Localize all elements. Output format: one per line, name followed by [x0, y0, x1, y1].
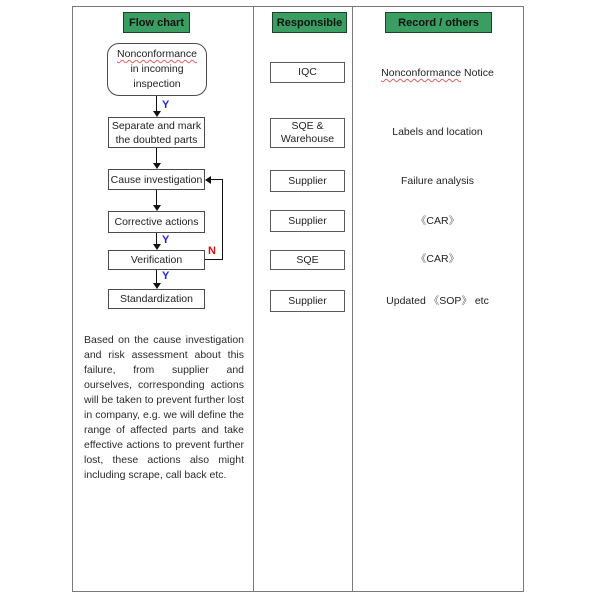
- responsible-box-sqe: SQE: [270, 250, 345, 270]
- flow-step-line: Cause investigation: [110, 173, 203, 186]
- arrow-line: [156, 270, 157, 284]
- flow-step-standardization: [108, 289, 205, 309]
- record-rest: Notice: [461, 67, 494, 79]
- record-car-1: 《CAR》: [415, 215, 460, 227]
- yes-label: Y: [162, 270, 170, 282]
- record-car-2: 《CAR》: [415, 253, 460, 265]
- flow-step-line: Separate and mark: [111, 119, 202, 132]
- flow-step-cause-investigation: [108, 169, 205, 190]
- flow-step-line: in incoming: [130, 63, 184, 75]
- arrow-down-icon: [153, 283, 161, 289]
- arrow-down-icon: [153, 244, 161, 250]
- flow-chart-header-label: Flow chart: [128, 16, 184, 29]
- column-divider-1: [253, 6, 254, 591]
- flow-step-line: inspection: [133, 78, 181, 90]
- feedback-line-vertical: [222, 179, 223, 260]
- arrow-down-icon: [153, 163, 161, 169]
- responsible-box-supplier-1: Supplier: [270, 170, 345, 192]
- record-failure-analysis: Failure analysis: [401, 175, 474, 187]
- yes-label: Y: [162, 234, 170, 246]
- arrow-down-icon: [153, 205, 161, 211]
- feedback-line-bottom: [205, 259, 223, 260]
- record-nonconformance-notice: [353, 67, 522, 79]
- arrow-line: [156, 148, 157, 164]
- no-label: N: [208, 245, 216, 257]
- responsible-header-label: Responsible: [276, 16, 343, 29]
- responsible-header: [272, 12, 347, 33]
- flow-step-nonconformance: [107, 43, 207, 96]
- yes-label: Y: [162, 99, 170, 111]
- arrow-line: [156, 96, 157, 112]
- flow-step-line: the doubted parts: [115, 133, 198, 146]
- arrow-left-icon: [205, 176, 211, 184]
- flow-step-separate-mark: [108, 117, 205, 148]
- flow-step-line: Standardization: [120, 293, 193, 305]
- feedback-line-top: [211, 179, 223, 180]
- record-others-header: [385, 12, 492, 33]
- flow-step-verification: [108, 250, 205, 270]
- flow-chart-header: [123, 12, 190, 33]
- flow-note-paragraph: Based on the cause investigation and risk assessment about this failure, from supplier and ourselves, corresponding actions will be taken to prevent further lost in company, e.g. we will define the range of affected parts and take effective actions to prevent further lost, these actions also might including scrape, call back etc.: [84, 334, 244, 481]
- responsible-box-supplier-2: Supplier: [270, 210, 345, 232]
- flow-step-corrective-actions: [108, 211, 205, 233]
- arrow-down-icon: [153, 111, 161, 117]
- record-others-header-label: Record / others: [398, 16, 479, 29]
- flow-step-line: Verification: [130, 254, 183, 266]
- record-updated-sop: Updated 《SOP》 etc: [386, 295, 489, 307]
- flow-step-line: Nonconformance: [117, 48, 197, 60]
- flow-step-line: Corrective actions: [114, 216, 199, 228]
- responsible-box-sqe-warehouse: SQE & Warehouse: [270, 118, 345, 148]
- record-labels-location: Labels and location: [392, 126, 483, 138]
- arrow-line: [156, 190, 157, 206]
- record-word: Nonconformance: [381, 67, 462, 79]
- responsible-box-iqc: IQC: [270, 62, 345, 83]
- responsible-box-supplier-3: Supplier: [270, 290, 345, 312]
